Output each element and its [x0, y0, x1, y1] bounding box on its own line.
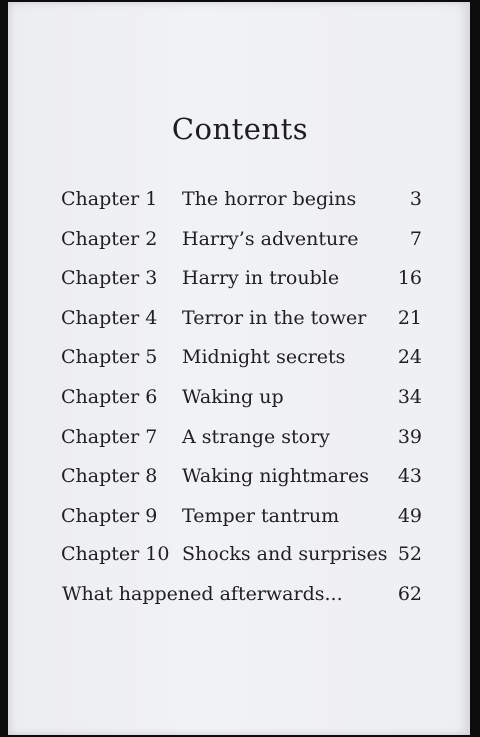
chapter-page-number: 49	[397, 505, 422, 527]
chapter-page-number: 3	[409, 188, 422, 210]
toc-entry-chapter-6	[0, 386, 480, 416]
chapter-page-number: 34	[397, 386, 422, 408]
toc-entry-chapter-2	[0, 228, 480, 258]
chapter-title: Harry’s adventure	[182, 228, 359, 250]
chapter-number: Chapter 7	[61, 426, 158, 448]
toc-entry-chapter-9	[0, 505, 480, 535]
chapter-number: Chapter 9	[61, 505, 158, 527]
toc-entry-chapter-5	[0, 346, 480, 376]
chapter-title: Harry in trouble	[182, 267, 340, 289]
chapter-title: Shocks and surprises	[182, 543, 388, 565]
toc-entry-chapter-4	[0, 307, 480, 337]
afterword-page-number: 62	[397, 583, 422, 605]
toc-entry-chapter-3	[0, 267, 480, 297]
chapter-page-number: 16	[397, 267, 422, 289]
toc-entry-chapter-8	[0, 465, 480, 495]
afterword-title: What happened afterwards...	[62, 583, 343, 605]
chapter-page-number: 43	[397, 465, 422, 487]
page-title: Contents	[171, 112, 309, 146]
chapter-number: Chapter 5	[61, 346, 158, 368]
chapter-title: Midnight secrets	[182, 346, 346, 368]
chapter-page-number: 52	[397, 543, 422, 565]
chapter-page-number: 39	[397, 426, 422, 448]
chapter-title: Waking up	[182, 386, 284, 408]
chapter-number: Chapter 4	[61, 307, 158, 329]
chapter-page-number: 24	[397, 346, 422, 368]
chapter-number: Chapter 10	[61, 543, 170, 565]
toc-entry-chapter-7	[0, 426, 480, 456]
chapter-title: Terror in the tower	[182, 307, 367, 329]
toc-entry-chapter-10	[0, 543, 480, 573]
chapter-number: Chapter 6	[61, 386, 158, 408]
chapter-title: The horror begins	[182, 188, 357, 210]
chapter-number: Chapter 2	[61, 228, 158, 250]
chapter-number: Chapter 3	[61, 267, 158, 289]
chapter-page-number: 7	[409, 228, 422, 250]
chapter-number: Chapter 1	[61, 188, 158, 210]
chapter-number: Chapter 8	[61, 465, 158, 487]
chapter-page-number: 21	[397, 307, 422, 329]
chapter-title: A strange story	[182, 426, 330, 448]
toc-entry-afterword	[0, 583, 480, 613]
toc-entry-chapter-1	[0, 188, 480, 218]
chapter-title: Waking nightmares	[182, 465, 370, 487]
chapter-title: Temper tantrum	[182, 505, 340, 527]
